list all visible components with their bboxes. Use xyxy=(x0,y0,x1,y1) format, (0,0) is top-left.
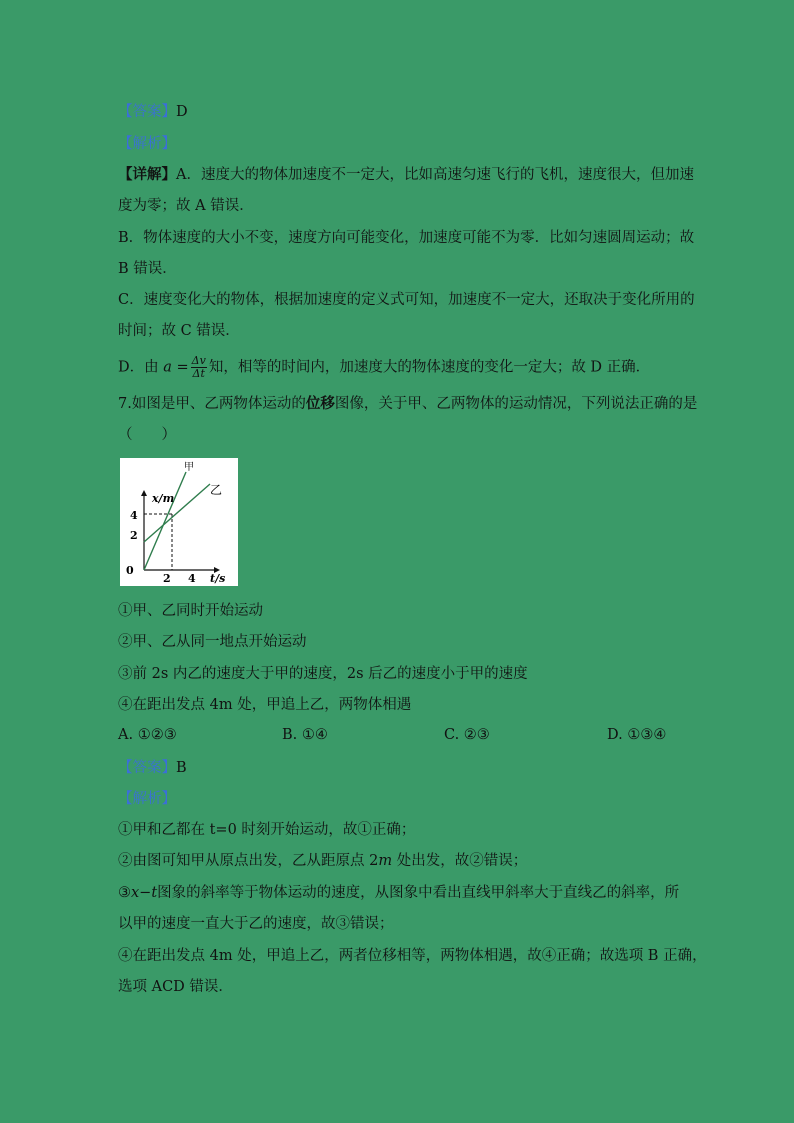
option-a: A. ①②③ xyxy=(118,727,177,743)
stem-bold: 位移 xyxy=(305,395,335,412)
prev-analysis-c-line2: 时间；故 C 错误． xyxy=(118,323,240,339)
y-axis-arrow xyxy=(141,490,147,496)
formula-numerator: Δv xyxy=(191,354,206,367)
statement-2: ②甲、乙从同一地点开始运动 xyxy=(118,634,307,650)
formula-denominator: Δt xyxy=(192,367,205,380)
analysis-line-2 xyxy=(118,851,527,871)
answer-tag: 【答案】 xyxy=(118,104,176,120)
xt-graph-svg xyxy=(120,458,238,586)
answer-value: B xyxy=(176,760,187,776)
prev-analysis-b-line1: B．物体速度的大小不变，速度方向可能变化，加速度可能不为零．比如匀速圆周运动；故 xyxy=(118,230,695,246)
analysis-line-3 xyxy=(118,883,679,903)
analysis-line-5: ④在距出发点 4m 处，甲追上乙，两者位移相等，两物体相遇，故④正确；故选项 B 正确， xyxy=(118,948,707,964)
y-tick-4: 4 xyxy=(130,509,138,522)
prev-analysis-c-line1: C．速度变化大的物体，根据加速度的定义式可知，加速度不一定大，还取决于变化所用的 xyxy=(118,292,695,308)
label-yi: 乙 xyxy=(210,483,223,497)
y-tick-2: 2 xyxy=(130,529,138,542)
prev-analysis-a-line1 xyxy=(118,165,694,185)
analysis-line3-post: 图象的斜率等于物体运动的速度，从图象中看出直线甲斜率大于直线乙的斜率，所 xyxy=(157,885,680,901)
analysis-line2-pre: ②由图可知甲从原点出发，乙从距原点 2 xyxy=(118,853,379,869)
d-suffix: 知，相等的时间内，加速度大的物体速度的变化一定大；故 D 正确． xyxy=(208,359,651,376)
analysis-line3-math: x−t xyxy=(131,885,158,901)
question-stem xyxy=(118,394,697,414)
prev-analysis-b-line2: B 错误． xyxy=(118,261,177,277)
statement-1: ①甲、乙同时开始运动 xyxy=(118,603,263,619)
analysis-line-6: 选项 ACD 错误． xyxy=(118,979,233,995)
question-number: 7. xyxy=(118,396,132,412)
x-axis-label: t/s xyxy=(210,572,226,585)
analysis-tag: 【解析】 xyxy=(118,791,176,807)
option-b: B. ①④ xyxy=(282,727,328,743)
analysis-tag-line xyxy=(118,789,176,809)
detail-tag: 【详解】 xyxy=(118,166,176,183)
stem-pre: 如图是甲、乙两物体运动的 xyxy=(131,396,306,412)
prev-answer-line xyxy=(118,102,188,122)
answer-line xyxy=(118,758,187,778)
y-axis-label: x/m xyxy=(152,492,175,505)
prev-analysis-a-line2: 度为零；故 A 错误． xyxy=(118,198,254,214)
prev-analysis-tag-line xyxy=(118,134,176,154)
analysis-line3-pre: ③ xyxy=(118,885,131,901)
analysis-line2-unit: m xyxy=(378,853,393,869)
option-d: D. ①③④ xyxy=(607,727,667,743)
statement-4: ④在距出发点 4m 处，甲追上乙，两物体相遇 xyxy=(118,697,412,713)
analysis-line-4: 以甲的速度一直大于乙的速度，故③错误； xyxy=(118,916,394,932)
xt-graph xyxy=(120,458,238,586)
d-prefix: D．由 xyxy=(118,359,159,376)
analysis-tag: 【解析】 xyxy=(118,136,176,152)
prev-analysis-d-line xyxy=(118,355,650,380)
analysis-line2-post: 处出发，故②错误； xyxy=(392,853,528,869)
statement-3: ③前 2s 内乙的速度大于甲的速度，2s 后乙的速度小于甲的速度 xyxy=(118,666,528,682)
label-jia: 甲 xyxy=(184,462,194,473)
origin-label: 0 xyxy=(126,564,134,577)
analysis-line-1: ①甲和乙都在 t=0 时刻开始运动，故①正确； xyxy=(118,822,416,838)
question-paren: （ ） xyxy=(118,427,176,443)
options-row xyxy=(118,727,698,747)
x-tick-4: 4 xyxy=(188,572,196,585)
stem-post: 图像，关于甲、乙两物体的运动情况，下列说法正确的是 xyxy=(334,396,698,412)
x-tick-2: 2 xyxy=(163,572,171,585)
series-jia-line xyxy=(144,472,186,570)
answer-value: D xyxy=(176,104,188,120)
answer-tag: 【答案】 xyxy=(118,760,176,776)
formula-lhs: a = xyxy=(163,359,189,376)
option-c: C. ②③ xyxy=(444,727,490,743)
analysis-text: A．速度大的物体加速度不一定大，比如高速匀速飞行的飞机，速度很大，但加速 xyxy=(176,167,694,183)
formula-fraction xyxy=(191,355,207,380)
